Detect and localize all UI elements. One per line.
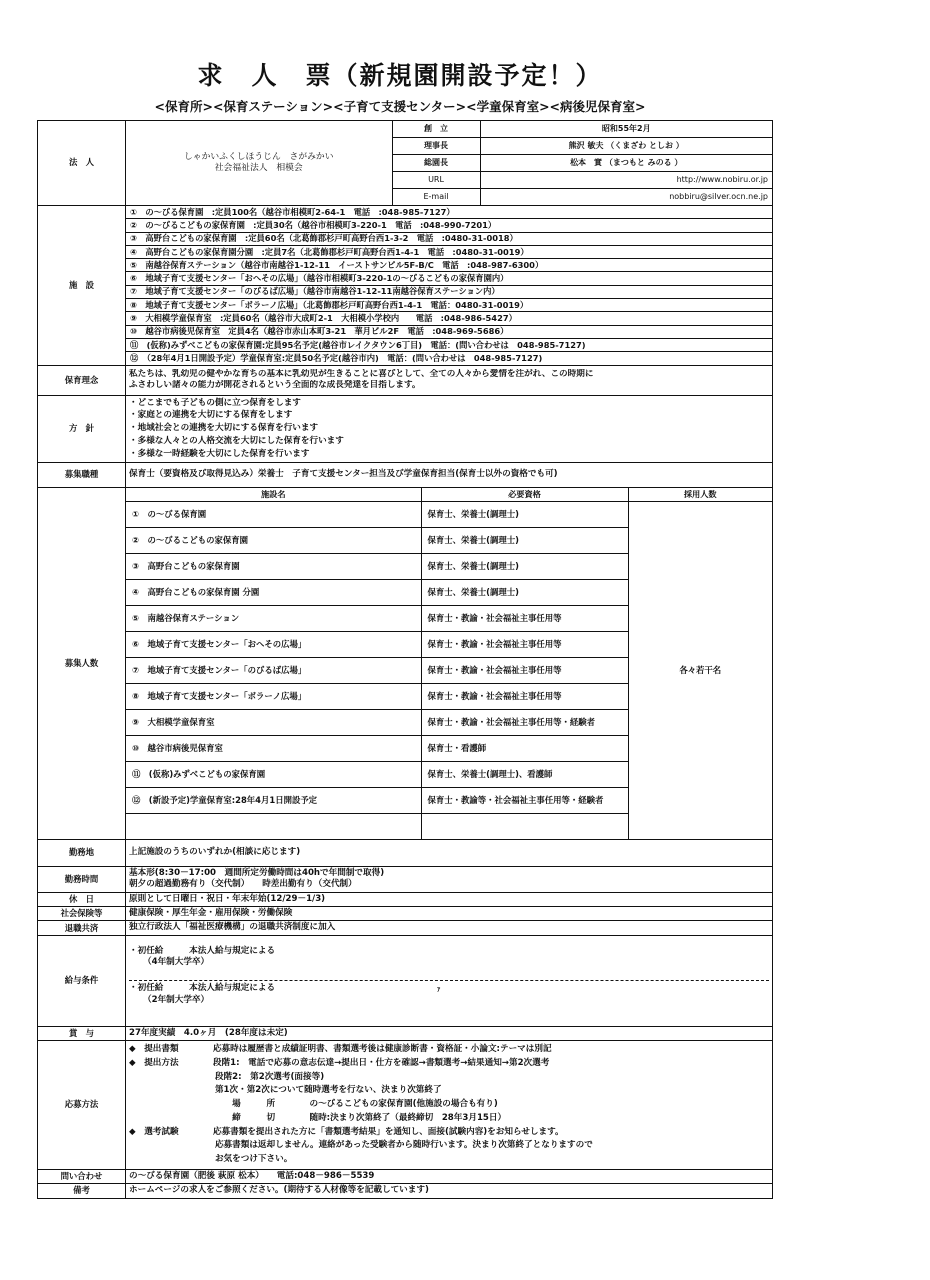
recruit-row	[38, 488, 773, 840]
recruit-qualification: 保育士・教諭・社会福祉主事任用等	[421, 632, 628, 658]
bonus-row	[38, 1026, 773, 1040]
recruit-facility-name: ⑪ (仮称)みずべこどもの家保育園	[126, 762, 421, 788]
recruit-facility-name: ⑥ 地域子育て支援センター「おへその広場」	[126, 632, 421, 658]
contact-label: 問い合わせ	[38, 1169, 126, 1183]
insurance-label: 社会保険等	[38, 907, 126, 921]
salary-university-4yr: ・初任給 本法人給与規定による	[129, 945, 276, 956]
bonus-text: 27年度実績 4.0ヶ月 (28年度は未定)	[126, 1026, 773, 1040]
hours-text-1: 基本形(8:30－17:00 週間所定労働時間は40hで年間制で取得)	[129, 868, 385, 879]
recruit-facility-name: ⑫ (新設予定)学童保育室:28年4月1日開設予定	[126, 788, 421, 814]
retirement-row	[38, 921, 773, 935]
workplace-label: 勤務地	[38, 840, 126, 867]
contact-text: の～びる保育園（肥後 萩原 松本） 電話:048－986－5539	[126, 1169, 773, 1183]
hours-row	[38, 867, 773, 893]
insurance-text: 健康保険・厚生年金・雇用保険・労働保険	[126, 907, 773, 921]
recruit-qualification: 保育士・教諭・社会福祉主事任用等	[421, 606, 628, 632]
policy-item: ・家庭との連携を大切にする保育をします	[129, 410, 293, 421]
corp-value-2: 松本 實 （まつもと みのる ）	[480, 155, 772, 172]
corp-key-0: 創 立	[392, 121, 480, 138]
philosophy-text-1: 私たちは、乳幼児の健やかな育ちの基本に乳幼児が生きることに喜びとして、全ての人々から愛情を注がれ、この時期に	[129, 368, 594, 379]
apply-line: 場 所 の～びるこどもの家保育園(他施設の場合も有り)	[129, 1099, 498, 1110]
facility-item: ⑦ 地域子育て支援センター「のびるば広場」（越谷市南越谷1-12-11南越谷保育ステーション内）	[126, 285, 772, 298]
facility-item: ⑫ （28年4月1日開設予定）学童保育室:定員50名予定(越谷市内) 電話：(問い合わせは 048-985-7127)	[130, 352, 543, 363]
page-subtitle: <保育所><保育ステーション><子育て支援センター><学童保育室><病後児保育室>	[154, 99, 646, 114]
policy-label: 方 針	[38, 395, 126, 462]
recruit-qualification: 保育士、栄養士(調理士)	[421, 580, 628, 606]
corp-key-3: URL	[392, 172, 480, 189]
facility-item: ⑧ 地域子育て支援センター「ボラーノ広場」（北葛飾郡杉戸町高野台西1-4-1 電話：0480-31-0019）	[126, 299, 772, 312]
facility-item: ⑩ 越谷市病後児保育室 定員4名（越谷市赤山本町3-21 華月ビル2F 電話 :048-969-5686）	[126, 325, 772, 338]
corp-label: 法 人	[38, 121, 126, 206]
apply-line: お気をつけ下さい。	[129, 1154, 293, 1165]
notes-row	[38, 1184, 773, 1198]
apply-line: 第1次・第2次について随時選考を行ない、決まり次第終了	[129, 1085, 442, 1096]
philosophy-text-2: ふさわしい諸々の能力が開花されるという全面的な成長発達を目指します。	[129, 380, 421, 391]
philosophy-row	[38, 365, 773, 395]
facilities-list	[126, 206, 772, 365]
corp-key-4: E-mail	[392, 189, 480, 206]
contact-row	[38, 1169, 773, 1183]
recruit-label: 募集人数	[38, 488, 126, 840]
recruit-qualification: 保育士・教諭・社会福祉主事任用等	[421, 684, 628, 710]
corp-kana: しゃかいふくしほうじん さがみかい	[183, 152, 334, 163]
corp-key-1: 理事長	[392, 138, 480, 155]
salary-row	[38, 935, 773, 1026]
corp-url-link[interactable]: http://www.nobiru.or.jp	[480, 172, 772, 189]
holiday-label: 休 日	[38, 892, 126, 906]
recruit-facility-name: ① の～びる保育園	[126, 502, 421, 528]
recruit-facility-name	[126, 814, 421, 840]
apply-row	[38, 1041, 773, 1170]
recruit-qualification: 保育士、栄養士(調理士)	[421, 502, 628, 528]
workplace-row	[38, 840, 773, 867]
facilities-label: 施 設	[38, 206, 126, 366]
recruit-qualification: 保育士、栄養士(調理士)	[421, 554, 628, 580]
recruit-facility-name: ③ 高野台こどもの家保育園	[126, 554, 421, 580]
recruit-facility-name: ② の～びるこどもの家保育園	[126, 528, 421, 554]
recruit-header-count: 採用人数	[628, 488, 772, 502]
facility-item: ⑪ (仮称)みずべこどもの家保育園:定員95名予定(越谷市レイクタウン6丁目) 電話：(問い合わせは 048-985-7127)	[126, 338, 772, 351]
holiday-row	[38, 892, 773, 906]
apply-line: 応募書類は返却しません。連絡があった受験者から随時行います。決まり次第終了となりますので	[129, 1140, 593, 1151]
policy-item: ・多様な一時経験を大切にした保育を行います	[129, 449, 310, 460]
salary-university-2yr-note: （2年制大学卒）	[143, 994, 210, 1005]
facility-item: ② の～びるこどもの家保育園 :定員30名（越谷市相模町3-220-1 電話 :048-990-7201）	[126, 219, 772, 232]
workplace-text: 上記施設のうちのいずれか(相談に応じます)	[126, 840, 773, 867]
recruit-qualification: 保育士・看護師	[421, 736, 628, 762]
recruit-qualification	[421, 814, 628, 840]
facility-item: ① の～びる保育園 :定員100名（越谷市相模町2-64-1 電話 :048-985-7127）	[126, 206, 772, 219]
jobtype-row	[38, 463, 773, 488]
retirement-text: 独立行政法人「福祉医療機構」の退職共済制度に加入	[126, 921, 773, 935]
facility-item: ③ 高野台こどもの家保育園 :定員60名（北葛飾郡杉戸町高野台西1-3-2 電話 :0480-31-0018）	[126, 232, 772, 245]
jobtype-text: 保育士（要資格及び取得見込み）栄養士 子育て支援センター担当及び学童保育担当(保育士以外の資格でも可)	[126, 463, 773, 488]
policy-row	[38, 395, 773, 462]
salary-university-4yr-note: （4年制大学卒）	[143, 956, 210, 967]
recruit-qualification: 保育士・教諭・社会福祉主事任用等・経験者	[421, 710, 628, 736]
jobtype-label: 募集職種	[38, 463, 126, 488]
apply-line: ◆ 選考試験 応募書類を提出された方に「書類選考結果」を通知し、面接(試験内容)をお知らせします。	[129, 1126, 564, 1137]
recruit-qualification: 保育士・教諭等・社会福祉主事任用等・経験者	[421, 788, 628, 814]
policy-item: ・どこまでも子どもの側に立つ保育をします	[129, 397, 301, 408]
hours-label: 勤務時間	[38, 867, 126, 893]
notes-text: ホームページの求人をご参照ください。(期待する人材像等を記載しています)	[126, 1184, 773, 1198]
apply-label: 応募方法	[38, 1041, 126, 1170]
apply-line: ◆ 提出書類 応募時は履歴書と成績証明書、書類選考後は健康診断書・資格証・小論文:テーマは別記	[129, 1044, 552, 1055]
facility-item: ④ 高野台こどもの家保育園分園 :定員7名（北葛飾郡杉戸町高野台西1-4-1 電話 :0480-31-0019）	[126, 245, 772, 258]
retirement-label: 退職共済	[38, 921, 126, 935]
recruit-qualification: 保育士、栄養士(調理士)	[421, 528, 628, 554]
recruit-table	[126, 488, 772, 839]
recruit-facility-name: ⑩ 越谷市病後児保育室	[126, 736, 421, 762]
philosophy-label: 保育理念	[38, 365, 126, 395]
hours-text-2: 朝夕の超過勤務有り（交代制） 時差出勤有り（交代制）	[129, 879, 357, 890]
apply-line: 段階2: 第2次選考(面接等)	[129, 1071, 325, 1082]
corp-email-link[interactable]: nobbiru@silver.ocn.ne.jp	[480, 189, 772, 206]
recruit-facility-name: ⑨ 大相模学童保育室	[126, 710, 421, 736]
corp-info-table	[126, 121, 772, 205]
corp-name: 社会福祉法人 相模会	[214, 163, 303, 173]
salary-university-2yr: ・初任給 本法人給与規定による	[129, 983, 276, 994]
salary-label: 給与条件	[38, 935, 126, 1026]
recruit-qualification: 保育士、栄養士(調理士)、看護師	[421, 762, 628, 788]
recruit-facility-name: ⑦ 地域子育て支援センター「のびるば広場」	[126, 658, 421, 684]
corp-value-0: 昭和55年2月	[480, 121, 772, 138]
recruit-facility-name: ⑤ 南越谷保育ステーション	[126, 606, 421, 632]
bonus-label: 賞 与	[38, 1026, 126, 1040]
recruit-header-qualification: 必要資格	[421, 488, 628, 502]
recruit-qualification: 保育士・教諭・社会福祉主事任用等	[421, 658, 628, 684]
page-title: 求 人 票（新規園開設予定！）	[197, 61, 603, 90]
corp-key-2: 総園長	[392, 155, 480, 172]
policy-item: ・多様な人々との人格交流を大切にした保育を行います	[129, 436, 344, 447]
facility-item: ⑨ 大相模学童保育室 :定員60名（越谷市大成町2-1 大相模小学校内 電話 :048-986-5427）	[126, 312, 772, 325]
insurance-row	[38, 907, 773, 921]
apply-line: ◆ 提出方法 段階1: 電話で応募の意志伝達→提出日・仕方を確認→書類選考→結果通知→第2次選考	[129, 1057, 550, 1068]
corp-value-1: 熊沢 敏夫 （くまざわ としお ）	[480, 138, 772, 155]
salary-divider	[129, 980, 769, 981]
recruit-count: 各々若干名	[628, 502, 772, 840]
policy-item: ・地域社会との連携を大切にする保育を行います	[129, 423, 319, 434]
facility-item: ⑥ 地域子育て支援センター「おへその広場」（越谷市相模町3-220-1の～びるこどもの家保育園内）	[126, 272, 772, 285]
corp-row	[38, 121, 773, 206]
holiday-text: 原則として日曜日・祝日・年末年始(12/29－1/3)	[126, 892, 773, 906]
recruit-facility-name: ④ 高野台こどもの家保育園 分園	[126, 580, 421, 606]
salary-mark: ｧ	[437, 985, 441, 994]
notes-label: 備考	[38, 1184, 126, 1198]
facilities-row	[38, 206, 773, 366]
recruit-header-facility: 施設名	[126, 488, 421, 502]
job-posting-table	[37, 120, 773, 1199]
recruit-facility-name: ⑧ 地域子育て支援センター「ボラーノ広場」	[126, 684, 421, 710]
facility-item: ⑤ 南越谷保育ステーション（越谷市南越谷1-12-11 イーストサンピル5F-B/C 電話 :048-987-6300）	[126, 259, 772, 272]
apply-line: 締 切 随時:決まり次第終了（最終締切 28年3月15日）	[129, 1112, 507, 1123]
